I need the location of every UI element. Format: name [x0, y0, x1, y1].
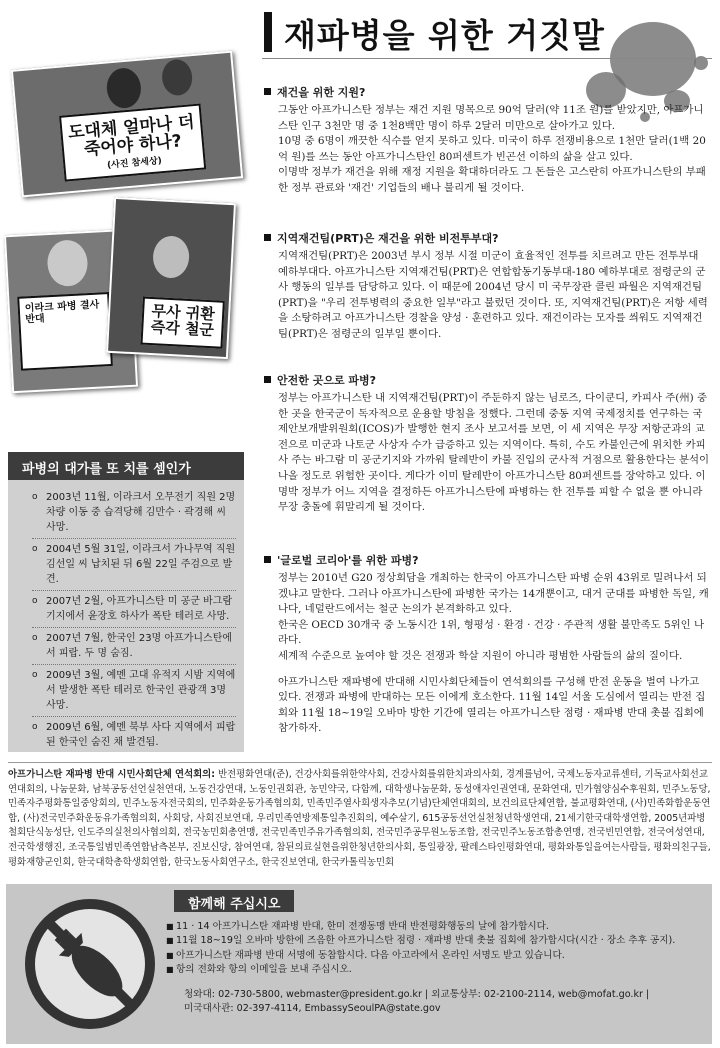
headline-rule [262, 58, 712, 59]
no-bomb-icon [22, 896, 158, 1032]
coalition-list [8, 768, 712, 870]
list-item: ■ 항의 전화와 항의 이메일을 보내 주십시오. [166, 963, 706, 977]
photo-caption: (사진 참세상) [106, 155, 163, 171]
protester-head [46, 239, 88, 287]
paragraph: 이명박 정부가 재건을 위해 재정 지원을 확대하더라도 그 돈들은 고스란히 아프가니스탄의 부패한 정부 관료와 '재건' 기업들의 배나 불리게 될 것이다. [278, 166, 706, 194]
protest-sign: 이라크 파병 결사 반대 [17, 292, 113, 371]
paragraph: 그동안 아프가니스탄 정부는 재건 지원 명목으로 90억 달러(약 11조 원)를 받았지만, 아프가니스탄 인구 3천만 명 중 1천8백만 명이 하루 2달러 미만으로 살아가고 있다. [278, 104, 704, 132]
list-item [32, 631, 236, 661]
paragraph: 아프가니스탄 재파병에 반대해 시민사회단체들이 연석회의를 구성해 반전 운동을 벌여 나가고 있다. 전쟁과 파병에 반대하는 모든 이에게 호소한다. 11월 14일 서울 도심에서 열리는 반전 집회와 11월 18~19일 오바마 방한 기간에 열리는 아프가니스탄 점령 · 재파병 반대 촛불 집회에 참가하자. [278, 675, 706, 735]
section-heading: 지역재건팀(PRT)은 재건을 위한 비전투부대? [264, 230, 710, 246]
list-item-text: 2007년 2월, 아프가니스탄 미 공군 바그람 기지에서 윤장호 하사가 폭탄 테러로 사망. [46, 596, 233, 622]
action-list [166, 920, 706, 978]
protest-photo-1 [11, 51, 243, 198]
paragraph: 정부는 아프가니스탄 내 지역재건팀(PRT)이 주둔하지 않는 님로즈, 다이쿤디, 카피사 주(州) 중 한 곳을 한국군이 독자적으로 운용할 방침을 정했다. 그런데 중동 지역 국제정치를 연구하는 국제안보개발위원회(ICOS)가 발행한 현지 조사 보고서를 보면, 이 세 지역은 무장 저항군과의 교전으로 미군과 나토군 사상자 수가 급증하고 있는 지역이다. 특히, 수도 카불인근에 위치한 카피사 주는 바그람 미 공군기지와 가까워 탈레반이 카불 진입의 군사적 거점으로 활용한다는 분석이 나올 정도로 위험한 곳이다. 게다가 이미 탈레반이 아프가니스탄 80퍼센트를 장악하고 있다. 이명박 정부가 어느 지역을 결정하든 아프가니스탄에 파병하는 한 전투를 피할 수 없을 뿐 아니라 무장 충돌에 휘말리게 될 것이다. [278, 392, 710, 514]
protest-sign [59, 104, 206, 182]
list-item: ■ 아프가니스탄 재파병 반대 서명에 동참합시다. 다음 아고라에서 온라인 서명도 받고 있습니다. [166, 949, 706, 963]
protest-sign-text: 도대체 얼마나 더 죽어야 하나? [67, 112, 196, 160]
protester-head [105, 67, 142, 110]
list-item: ■ 11월 18~19일 오바마 방한에 즈음한 아프가니스탄 점령 · 재파병 반대 촛불 집회에 참가합시다(시간 · 장소 추후 공지). [166, 934, 706, 948]
article-section-prt [264, 230, 710, 343]
article-section-reconstruction [264, 84, 710, 197]
divider [8, 762, 712, 763]
contact-block [166, 988, 706, 1016]
list-item-text: 2009년 3월, 예멘 고대 유적지 시밤 지역에서 발생한 폭탄 테러로 한국인 관광객 3명 사망. [46, 670, 236, 711]
list-item-text: 2004년 5월 31일, 이라크서 가나무역 직원 김선일 씨 납치된 뒤 6월 22일 주검으로 발견. [46, 544, 236, 585]
paragraph: 정부는 2010년 G20 정상회담을 개최하는 한국이 아프가니스탄 파병 순위 43위로 밀려나서 되겠냐고 말한다. 그러나 아프가니스탄에 파병한 국가는 14개뿐이고, 대거 군대를 파병한 독일, 캐나다, 네덜란드에서는 철군 논의가 본격화하고 있다. [278, 572, 709, 616]
paragraph: 세계적 수준으로 높여야 할 것은 전쟁과 학살 지원이 아니라 평범한 사람들의 삶의 질이다. [278, 649, 683, 662]
contact-line: 청와대: 02-730-5800, webmaster@president.go.kr | 외교통상부: 02-2100-2114, web@mofat.go.kr | [184, 989, 650, 1000]
list-item [32, 668, 236, 713]
sidebar-list [32, 490, 236, 757]
section-heading: 안전한 곳으로 파병? [264, 372, 710, 388]
list-item [32, 490, 236, 535]
list-item-text: 2003년 11월, 이라크서 오무전기 직원 2명 차량 이동 중 습격당해 김만수 · 곽경해 씨 사망. [46, 492, 236, 533]
protester-head [161, 58, 194, 96]
action-box [6, 884, 712, 1044]
coalition-label: 아프가니스탄 재파병 반대 시민사회단체 연석회의: [8, 769, 215, 780]
contact-line: 미국대사관: 02-397-4114, EmbassySeoulPA@state.gov [184, 1003, 441, 1014]
paragraph: 한국은 OECD 30개국 중 노동시간 1위, 형평성 · 환경 · 건강 · 주관적 생활 불만족도 5위인 나라다. [278, 618, 705, 647]
list-item [32, 542, 236, 587]
sidebar-box [8, 452, 244, 752]
section-heading: 재건을 위한 지원? [264, 84, 710, 100]
sidebar-title: 파병의 대가를 또 치를 셈인가 [8, 452, 244, 480]
headline-bar [264, 12, 272, 52]
article-section-global-korea [264, 552, 710, 737]
list-item-text: 2007년 7월, 한국인 23명 아프가니스탄에서 피랍. 두 명 숨짐. [46, 633, 233, 659]
action-title: 함께해 주십시오 [174, 890, 294, 912]
protest-sign: 무사 귀환 즉각 철군 [140, 297, 224, 349]
paragraph: 10명 중 6명이 깨끗한 식수를 얻지 못하고 있다. 미국이 하루 전쟁비용으로 1천만 달러(1백 20억 원)를 쓰는 동안 아프가니스탄인 80퍼센트가 빈곤선 이하의 삶을 살고 있다. [278, 135, 706, 163]
list-item-text: 2009년 6월, 예멘 북부 사다 지역에서 피랍된 한국인 숨진 채 발견됨. [46, 722, 236, 748]
section-heading: '글로벌 코리아'를 위한 파병? [264, 552, 710, 568]
article-section-safety [264, 372, 710, 516]
list-item: ■ 11 · 14 아프가니스탄 재파병 반대, 한미 전쟁동맹 반대 반전평화행동의 날에 참가합시다. [166, 920, 706, 934]
page-title: 재파병을 위한 거짓말 [284, 16, 605, 55]
protest-photo-2 [106, 197, 236, 359]
list-item [32, 594, 236, 624]
coalition-members: 반전평화연대(준), 건강사회를위한약사회, 건강사회를위한치과의사회, 경계를넘어, 국제노동자교류센터, 기독교사회선교연대회의, 나눔문화, 남북공동선언실천연대, 노동건강연대, 노동인권회관, 농민약국, 다함께, 대학생나눔문화, 동성애자인권연대, 문화연대, 민가협양심수후원회, 민주노동당, 민족자주평화통일중앙회의, 민주노동자전국회의, 민주화운동가족협의회, 민족민주열사희생자추모(기념)단체연대회의, 보건의료단체연합, 불교평화연대, (사)민족화합운동연합, (사)전국민주화운동유가족협의회, 사회당, 사회진보연대, 우리민족연방제통일추진회의, 예수살기, 615공동선언실천청년학생연대, 21세기한국대학생연합, 2005년파병철회단식농성단, 인도주의실천의사협의회, 전국농민회총연맹, 전국민족민주유가족협의회, 전국민주공무원노동조합, 전국민주노동조합총연맹, 전국빈민연합, 전국여성연대, 전국학생행진, 조국통일범민족연합남측본부, 진보신당, 참여연대, 참된의료실현을위한청년한의사회, 통일광장, 팔레스타인평화연대, 평화와통일을여는사람들, 평화의친구들, 평화재향군인회, 한국대학총학생회연합, 한국노동사회연구소, 한국진보연대, 한국카톨릭농민회 [8, 769, 711, 868]
paragraph: 지역재건팀(PRT)은 2003년 부시 정부 시절 미군이 효율적인 전투를 치르려고 만든 전투부대 예하부대다. 아프가니스탄 지역재건팀(PRT)은 연합합동기동부대-180 예하부대로 점령군의 군사 행동의 일부를 담당하고 있다. 이 때문에 2004년 당시 미 국무장관 콜린 파월은 지역재건팀(PRT)을 "우리 전투병력의 중요한 일부"라고 불렀던 것이다. 또, 지역재건팀(PRT)은 저항 세력을 소탕하려고 아프가니스탄 경찰을 양성 · 훈련하고 있다. 재건이라는 모자를 씌워도 지역재건팀(PRT)은 점령군의 일부일 뿐이다. [278, 250, 708, 340]
list-item [32, 720, 236, 750]
protester-head [152, 235, 190, 279]
